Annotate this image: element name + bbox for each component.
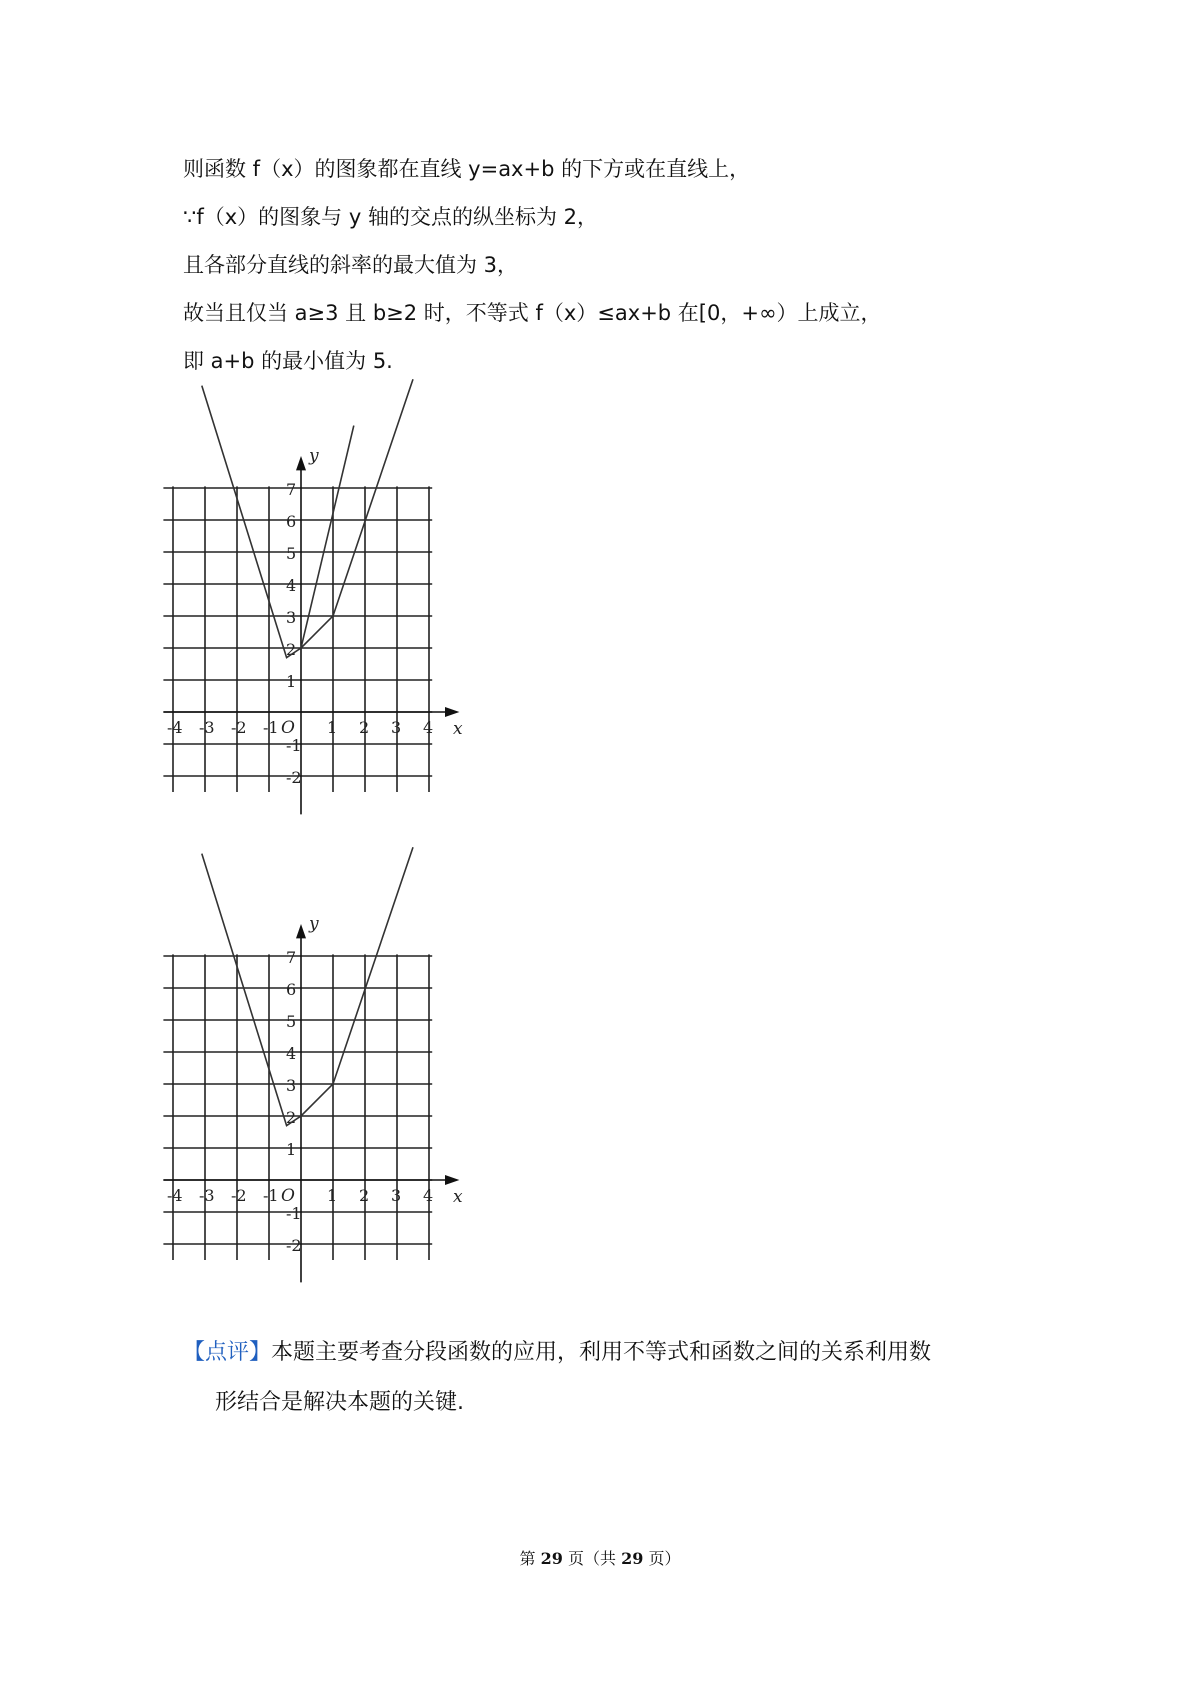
x-tick-label: 2 [359, 1186, 370, 1205]
x-axis-label: x [453, 719, 463, 739]
x-tick-label: 2 [359, 718, 370, 737]
x-tick-label: 4 [423, 718, 434, 737]
y-axis-arrow [296, 456, 306, 470]
page-footer [0, 1546, 1200, 1569]
function-graph-1 [167, 412, 500, 852]
x-tick-label: -3 [199, 718, 215, 737]
x-tick-label: -1 [263, 718, 279, 737]
footer-page-number: 29 [540, 1549, 563, 1568]
x-tick-label: -2 [231, 718, 247, 737]
comment-text-line-2: 形结合是解决本题的关键. [215, 1390, 464, 1415]
comment-text-line-1: 本题主要考查分段函数的应用，利用不等式和函数之间的关系利用数 [271, 1340, 932, 1365]
y-tick-label: 4 [286, 1044, 297, 1063]
x-axis-arrow [445, 707, 459, 717]
y-tick-label: 4 [286, 576, 297, 595]
x-axis-arrow [445, 1175, 459, 1185]
y-axis-label: y [309, 913, 319, 934]
solution-line-4: 故当且仅当 a≥3 且 b≥2 时，不等式 f（x）≤ax+b 在[0，+∞）上成立， [183, 301, 882, 325]
x-tick-label: 3 [391, 718, 402, 737]
y-tick-label: 5 [286, 1012, 297, 1031]
function-graph-2 [167, 880, 500, 1320]
x-tick-label: 1 [327, 718, 338, 737]
y-tick-label: 3 [286, 1076, 297, 1095]
y-tick-label: 2 [286, 1108, 297, 1127]
y-axis-label: y [309, 445, 319, 466]
footer-middle: 页（共 [562, 1549, 622, 1568]
x-tick-label: -1 [263, 1186, 279, 1205]
y-tick-label: -2 [286, 1236, 302, 1255]
graph-1-svg [167, 412, 500, 852]
y-tick-label: 2 [286, 640, 297, 659]
x-tick-label: 3 [391, 1186, 402, 1205]
y-tick-label: 5 [286, 544, 297, 563]
y-tick-label: -1 [286, 1204, 302, 1223]
y-tick-label: 1 [286, 672, 297, 691]
x-tick-label: -4 [167, 1186, 183, 1205]
y-tick-label: -2 [286, 768, 302, 787]
y-tick-label: 7 [286, 480, 297, 499]
origin-label: O [281, 718, 295, 738]
x-tick-label: 1 [327, 1186, 338, 1205]
x-axis-label: x [453, 1187, 463, 1207]
y-tick-label: 6 [286, 512, 297, 531]
solution-line-5: 即 a+b 的最小值为 5. [183, 349, 393, 373]
solution-line-2: ∵f（x）的图象与 y 轴的交点的纵坐标为 2， [183, 205, 598, 229]
footer-suffix: 页） [643, 1549, 681, 1568]
footer-prefix: 第 [519, 1549, 541, 1568]
y-tick-label: 1 [286, 1140, 297, 1159]
graph-2-svg [167, 880, 500, 1320]
solution-line-3: 且各部分直线的斜率的最大值为 3， [183, 253, 519, 277]
footer-total-pages: 29 [621, 1549, 644, 1568]
x-tick-label: 4 [423, 1186, 434, 1205]
origin-label: O [281, 1186, 295, 1206]
solution-line-1: 则函数 f（x）的图象都在直线 y=ax+b 的下方或在直线上， [183, 157, 751, 181]
comment-block [183, 1328, 1043, 1428]
y-tick-label: 7 [286, 948, 297, 967]
x-tick-label: -3 [199, 1186, 215, 1205]
y-tick-label: 3 [286, 608, 297, 627]
y-tick-label: -1 [286, 736, 302, 755]
comment-tag: 【点评】 [183, 1340, 272, 1365]
y-tick-label: 6 [286, 980, 297, 999]
x-tick-label: -2 [231, 1186, 247, 1205]
x-tick-label: -4 [167, 718, 183, 737]
y-axis-arrow [296, 924, 306, 938]
